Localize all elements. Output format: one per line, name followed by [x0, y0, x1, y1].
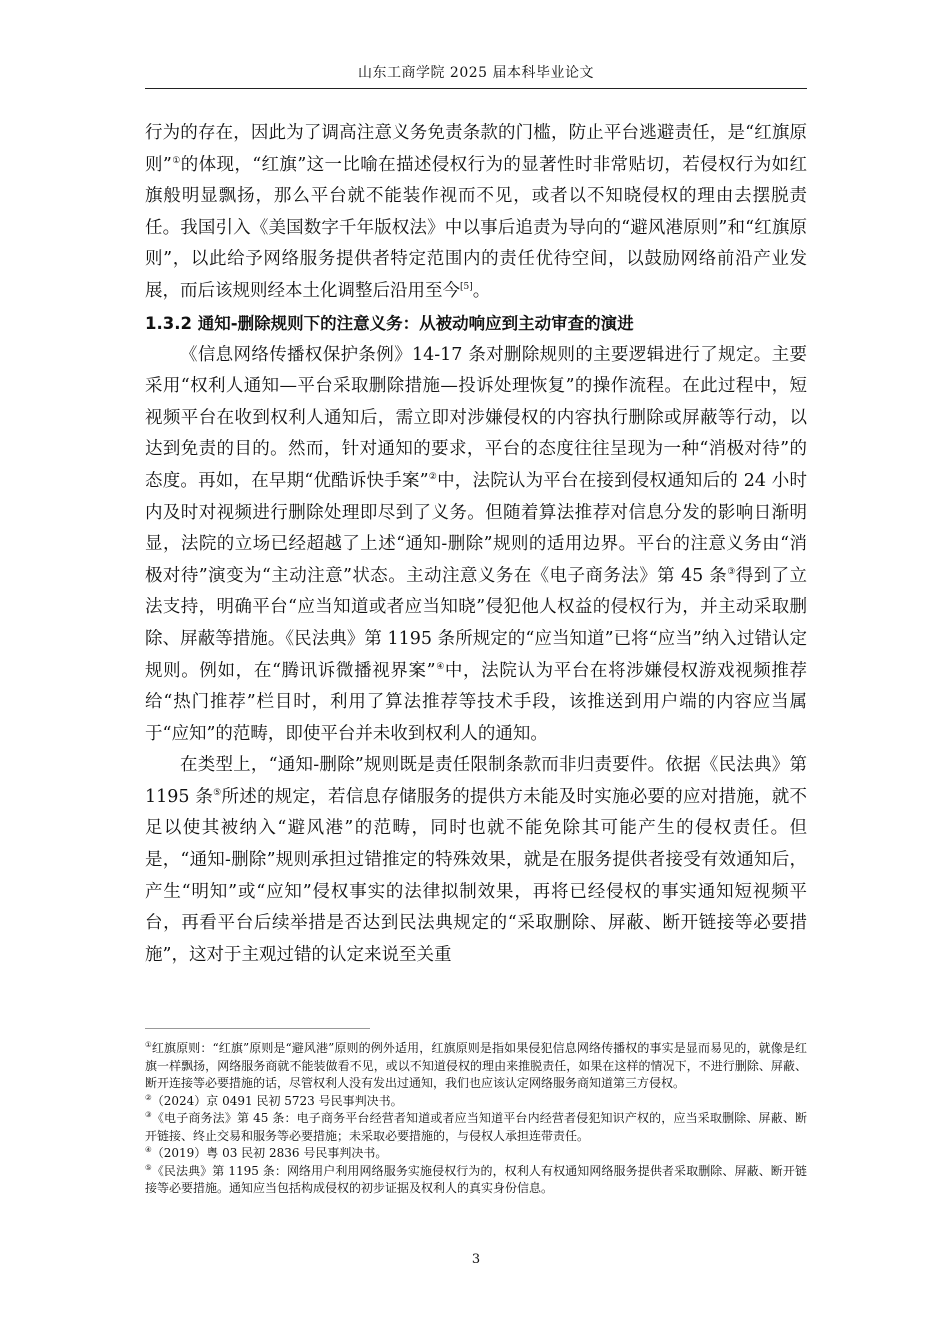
paragraph-2	[145, 340, 807, 751]
footnote-mark: ①	[145, 1040, 152, 1049]
footnote-text: 《电子商务法》第 45 条：电子商务平台经营者知道或者应当知道平台内经营者侵犯知识产权的，应当采取删除、屏蔽、断开链接、终止交易和服务等必要措施；未采取必要措施的，与侵权人承担连带责任。	[145, 1111, 807, 1143]
body-text	[145, 118, 807, 971]
paragraph-3	[145, 750, 807, 971]
footnote-text: 红旗原则：“红旗”原则是“避风港”原则的例外适用，红旗原则是指如果侵犯信息网络传播权的事实是显而易见的，就像是红旗一样飘扬，网络服务商就不能装做看不见，或以不知道侵权的理由来推脱责任，如果在这样的情况下，不进行删除、屏蔽、断开连接等必要措施的话，尽管权利人没有发出过通知，我们也应该认定网络服务商知道第三方侵权。	[145, 1041, 807, 1090]
paragraph-1-end: 。	[472, 280, 491, 301]
footnote-text: （2024）京 0491 民初 5723 号民事判决书。	[151, 1093, 403, 1108]
paragraph-3-text: 在类型上，“通知-删除”规则既是责任限制条款而非归责要件。依据《民法典》第 1195 条	[145, 755, 807, 807]
paragraph-2-text-4: 中，法院认为平台在将涉嫌侵权游戏视频推荐给“热门推荐”栏目时，利用了算法推荐等技术手段，该推送到用户端的内容应当属于“应知”的范畴，即使平台并未收到权利人的通知。	[145, 660, 807, 744]
footnote-mark: ④	[145, 1145, 152, 1154]
footnote-text: 《民法典》第 1195 条：网络用户利用网络服务实施侵权行为的，权利人有权通知网络服务提供者采取删除、屏蔽、断开链接等必要措施。通知应当包括构成侵权的初步证据及权利人的真实身份信息。	[145, 1163, 807, 1195]
paragraph-1-text-cont: 的体现，“红旗”这一比喻在描述侵权行为的显著性时非常贴切，若侵权行为如红旗般明显飘扬，那么平台就不能装作视而不见，或者以不知晓侵权的理由去摆脱责任。我国引入《美国数字千年版权法》中以事后追责为导向的“避风港原则”和“红旗原则”，以此给予网络服务提供者特定范围内的责任优待空间，以鼓励网络前沿产业发展，而后该规则经本土化调整后沿用至今	[145, 154, 808, 301]
footnote-ref-2[interactable]: ②	[428, 472, 438, 483]
footnote-mark: ③	[145, 1110, 152, 1119]
paragraph-2-text-3: 得到了立法支持，明确平台“应当知道或者应当知晓”侵犯他人权益的侵权行为，并主动采取删除、屏蔽等措施。《民法典》第 1195 条所规定的“应当知道”已将“应当”纳入过错认定规则。例如，在“腾讯诉微播视界案”	[145, 565, 807, 681]
footnote-text: （2019）粤 03 民初 2836 号民事判决书。	[151, 1146, 388, 1160]
page-number: 3	[471, 1252, 481, 1267]
footnote	[145, 1110, 807, 1145]
footnote-ref-1[interactable]: ①	[171, 155, 181, 166]
header-rule	[145, 88, 807, 89]
footnote	[145, 1145, 807, 1163]
paragraph-2-text: 《信息网络传播权保护条例》14-17 条对删除规则的主要逻辑进行了规定。主要采用“权利人通知—平台采取删除措施—投诉处理恢复”的操作流程。在此过程中，短视频平台在收到权利人通知后，需立即对涉嫌侵权的内容执行删除或屏蔽等行动，以达到免责的目的。然而，针对通知的要求，平台的态度往往呈现为一种“消极对待”的态度。再如，在早期“优酷诉快手案”	[145, 344, 807, 491]
paragraph-2-text-2: 中，法院认为平台在接到侵权通知后的 24 小时内及时对视频进行删除处理即尽到了义务。但随着算法推荐对信息分发的影响日渐明显，法院的立场已经超越了上述“通知-删除”规则的适用边界。平台的注意义务由“消极对待”演变为“主动注意”状态。主动注意义务在《电子商务法》第 45 条	[145, 470, 807, 586]
running-header: 山东工商学院 2025 届本科毕业论文	[357, 65, 595, 81]
citation-ref-5[interactable]: [5]	[460, 282, 473, 293]
footnotes	[145, 1040, 807, 1198]
footnote-mark: ②	[145, 1092, 152, 1102]
footnote	[145, 1040, 807, 1093]
footnote-ref-3[interactable]: ③	[727, 566, 736, 577]
footnote-ref-4[interactable]: ④	[435, 661, 445, 672]
paragraph-1-text: 行为的存在，因此为了调高注意义务免责条款的门槛，防止平台逃避责任，是“红旗原则”	[145, 123, 807, 175]
paragraph-3-text-2: 所述的规定，若信息存储服务的提供方未能及时实施必要的应对措施，就不足以使其被纳入“避风港”的范畴，同时也就不能免除其可能产生的侵权责任。但是，“通知-删除”规则承担过错推定的特殊效果，就是在服务提供者接受有效通知后，产生“明知”或“应知”侵权事实的法律拟制效果，再将已经侵权的事实通知短视频平台，再看平台后续举措是否达到民法典规定的“采取删除、屏蔽、断开链接等必要措施”，这对于主观过错的认定来说至关重	[145, 786, 807, 965]
section-heading: 1.3.2 通知-删除规则下的注意义务：从被动响应到主动审查的演进	[145, 313, 634, 333]
footnote	[145, 1093, 807, 1111]
footnote-mark: ⑤	[145, 1162, 152, 1172]
footnote-ref-5[interactable]: ⑤	[213, 788, 222, 799]
footnote	[145, 1163, 807, 1198]
paragraph-1	[145, 118, 807, 308]
footnote-separator	[145, 1028, 370, 1029]
